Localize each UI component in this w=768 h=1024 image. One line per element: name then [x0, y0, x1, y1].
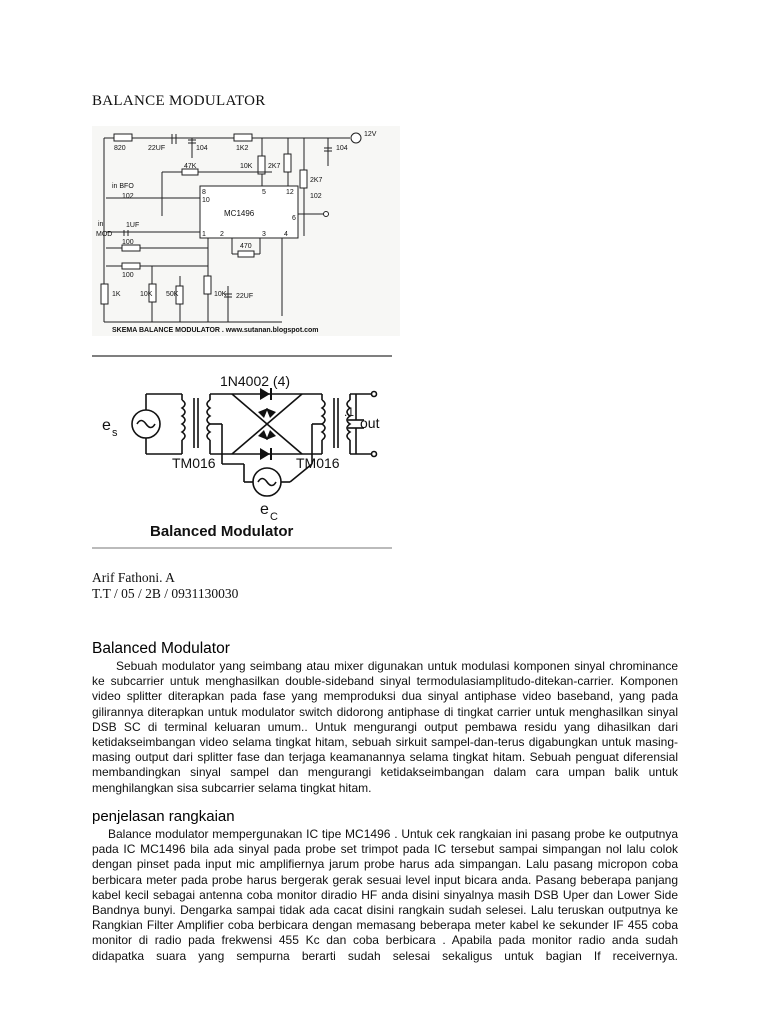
- label-10k: 10K: [240, 163, 253, 170]
- label-2k7a: 2K7: [268, 163, 281, 170]
- author-id: T.T / 05 / 2B / 0931130030: [92, 586, 239, 601]
- pin-2: 2: [220, 231, 224, 238]
- label-470: 470: [240, 243, 252, 250]
- label-10k-c: 10K: [214, 291, 227, 298]
- pin-1: 1: [202, 231, 206, 238]
- section-body-penjelasan: Balance modulator mempergunakan IC tipe MC1496 . Untuk cek rangkaian ini pasang probe ke outputnya pada IC MC1496 bila ada sinyal pada probe set trimpot pada IC tersebut sampai simpangan nol lalu colok dengan pinset pada input mic amplifiernya jarum probe harus ada simpangan. Lalu pasang micropon coba berbicara meter pada probe harus bergerak gerak sesuai level input bicara anda. Pasang beberapa panjang kabel kecil sebagai antenna coba monitor diradio HF anda disini sinyalnya masih DSB Uper dan Lower Side Bandnya bunyi. Dengarka sampai tidak ada cacat disini rangkain sudah selesei. Lalu teruskan outputnya ke Rangkian Filter Amplifier coba berbicara dengan memasang beberapa meter kabel ke sekunder IF 455 coba monitor di radio pada frekwensi 455 Kc dan coba berbicara . Apabila pada monitor radio anda sudah didapatka suara yang sempurna berarti sudah selesai sekaligus untuk bagian If receivernya.: [92, 827, 678, 963]
- label-12v: 12V: [364, 131, 377, 138]
- es-label-main: e: [102, 417, 111, 434]
- label-820: 820: [114, 145, 126, 152]
- es-label-sub: s: [112, 427, 118, 439]
- label-100a: 100: [122, 239, 134, 246]
- ec-label-sub: C: [270, 511, 278, 523]
- label-102a: 102: [310, 193, 322, 200]
- out-label: out: [360, 415, 380, 431]
- pin-3: 3: [262, 231, 266, 238]
- label-10k-b: 10K: [140, 291, 153, 298]
- label-1k: 1K: [112, 291, 121, 298]
- pin-4: 4: [284, 231, 288, 238]
- tm016-left-label: TM016: [172, 455, 216, 471]
- tm016-right-label: TM016: [296, 455, 340, 471]
- label-mod: MOD: [96, 231, 113, 238]
- label-in: in: [98, 221, 104, 228]
- section-body-balanced-modulator: Sebuah modulator yang seimbang atau mixer digunakan untuk modulasi komponen sinyal chrominance ke subcarrier untuk menghasilkan double-sideband sinyal termodulasiamplitudo-ditekan-carrier. Komponen video splitter diterapkan pada fase yang memproduksi dua sinyal antiphase video baseband, yang pada gilirannya diterapkan untuk modulator switch didorong antiphase di tingkat carrier untuk menghasilkan sinyal DSB SC di terminal keluaran umum.. Untuk mengurangi output pembawa residu yang dihasilkan dari ketidakseimbangan video selama tingkat hitam, sebuah sirkuit sampel-dan-terus digabungkan untuk masing-masing output dari splitter fase dan terjaga keamanannya selama tingkat hitam. Sebuah penguat diferensial membandingkan sinyal sampel dan mengurangi ketidakseimbangan dalam cara umpan balik untuk menghilangkan sisa subcarrier selama tingkat hitam.: [92, 659, 678, 795]
- section-heading-balanced-modulator: Balanced Modulator: [92, 640, 230, 657]
- author-block: [92, 570, 238, 602]
- ec-label-main: e: [260, 501, 269, 518]
- label-in-bfo: in BFO: [112, 183, 134, 190]
- schematic1-caption: SKEMA BALANCE MODULATOR . www.sutanan.blogspot.com: [112, 327, 319, 334]
- label-104b: 104: [336, 145, 348, 152]
- label-ic-mc1496: MC1496: [224, 209, 255, 218]
- label-102b: 102: [122, 193, 134, 200]
- diode-label: 1N4002 (4): [220, 373, 291, 389]
- pin-12: 12: [286, 189, 294, 196]
- document-title: BALANCE MODULATOR: [92, 93, 266, 109]
- cap-label: .1: [344, 405, 355, 419]
- label-22uf-b: 22UF: [236, 293, 254, 300]
- label-1uf: 1UF: [126, 222, 140, 229]
- label-104a: 104: [196, 145, 208, 152]
- section-heading-penjelasan: penjelasan rangkaian: [92, 808, 235, 825]
- label-100b: 100: [122, 272, 134, 279]
- pin-5: 5: [262, 189, 266, 196]
- diode-ring-schematic: [92, 354, 392, 550]
- label-47k: 47K: [184, 163, 197, 170]
- label-1k2: 1K2: [236, 145, 249, 152]
- schematic2-caption: Balanced Modulator: [150, 523, 294, 540]
- pin-8: 8: [202, 189, 206, 196]
- label-22uf: 22UF: [148, 145, 166, 152]
- pin-6: 6: [292, 215, 296, 222]
- mc1496-schematic: [92, 126, 400, 336]
- pin-10: 10: [202, 197, 210, 204]
- author-name: Arif Fathoni. A: [92, 570, 175, 585]
- label-2k7b: 2K7: [310, 177, 323, 184]
- label-50k: 50K: [166, 291, 179, 298]
